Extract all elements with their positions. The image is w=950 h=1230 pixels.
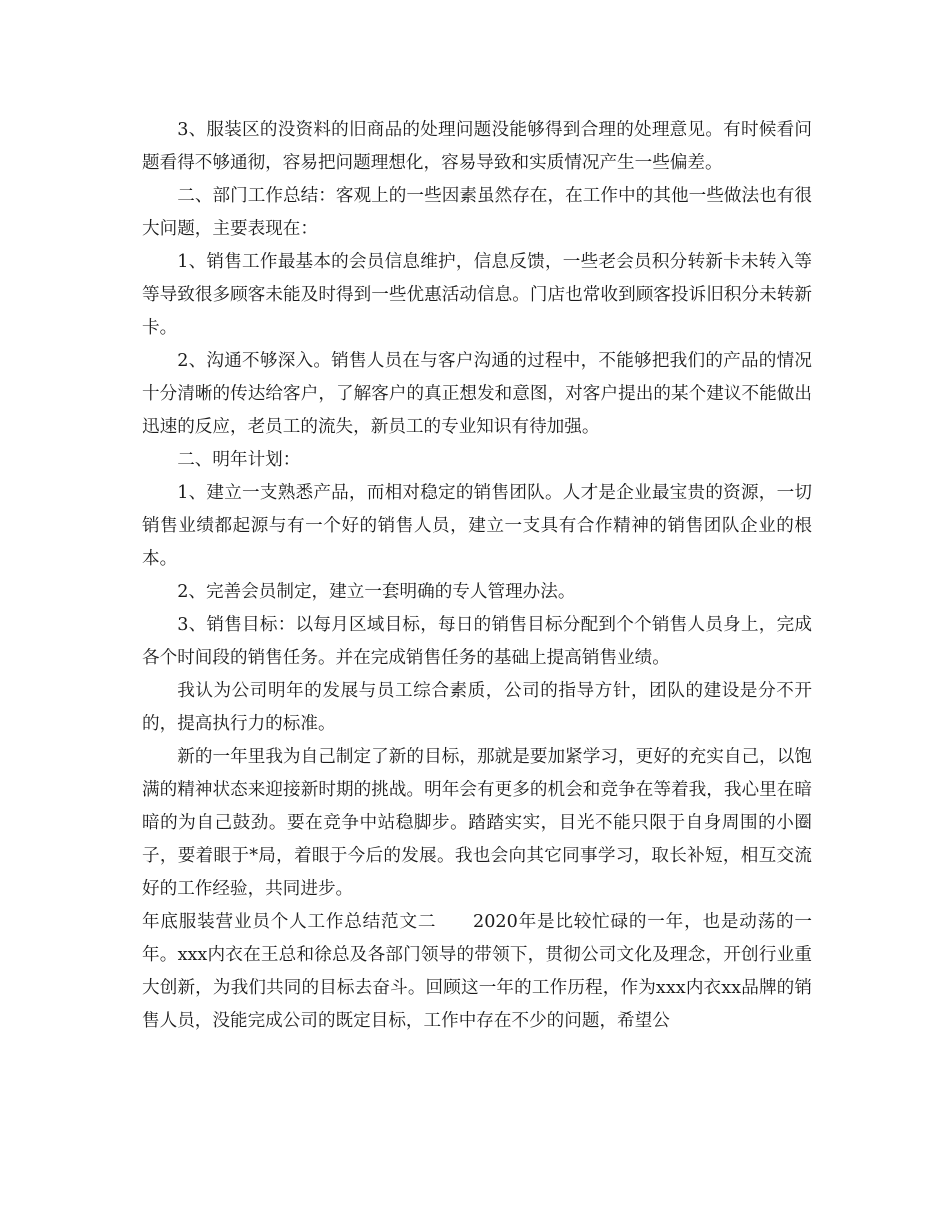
paragraph-new-year-goals: 新的一年里我为自己制定了新的目标，那就是要加紧学习，更好的充实自己，以饱满的精神状态来迎接新时期的挑战。明年会有更多的机会和竞争在等着我，我心里在暗暗的为自己鼓劲。要在竞争中站稳脚步。踏踏实实，目光不能只限于自身周围的小圈子，要着眼于*局，着眼于今后的发展。我也会向其它同事学习，取长补短，相互交流好的工作经验，共同进步。 — [142, 747, 812, 899]
document-page — [142, 114, 812, 1038]
paragraph-department-summary: 二、部门工作总结：客观上的一些因素虽然存在，在工作中的其他一些做法也有很大问题，主要表现在： — [142, 186, 812, 239]
paragraph-communication: 2、沟通不够深入。销售人员在与客户沟通的过程中，不能够把我们的产品的情况十分清晰的传达给客户，了解客户的真正想发和意图，对客户提出的某个建议不能做出迅速的反应，老员工的流失，新员工的专业知识有待加强。 — [142, 351, 812, 437]
paragraph-membership: 2、完善会员制定，建立一套明确的专人管理办法。 — [177, 582, 576, 602]
paragraph-sample-two: 年底服装营业员个人工作总结范文二 2020年是比较忙碌的一年，也是动荡的一年。xxx内衣在王总和徐总及各部门领导的带领下，贯彻公司文化及理念，开创行业重大创新，为我们共同的目标去奋斗。回顾这一年的工作历程，作为xxx内衣xx品牌的销售人员，没能完成公司的既定目标，工作中存在不少的问题，希望公 — [142, 912, 812, 1031]
paragraph-company-development: 我认为公司明年的发展与员工综合素质，公司的指导方针，团队的建设是分不开的，提高执行力的标准。 — [142, 681, 812, 734]
paragraph-next-year-heading: 二、明年计划： — [177, 450, 301, 470]
paragraph-leftover-goods: 3、服装区的没资料的旧商品的处理问题没能够得到合理的处理意见。有时候看问题看得不够通彻，容易把问题理想化，容易导致和实质情况产生一些偏差。 — [142, 120, 812, 173]
paragraph-member-info: 1、销售工作最基本的会员信息维护，信息反馈，一些老会员积分转新卡未转入等等导致很多顾客未能及时得到一些优惠活动信息。门店也常收到顾客投诉旧积分未转新卡。 — [142, 252, 812, 338]
paragraph-sales-team: 1、建立一支熟悉产品，而相对稳定的销售团队。人才是企业最宝贵的资源，一切销售业绩都起源与有一个好的销售人员，建立一支具有合作精神的销售团队企业的根本。 — [142, 483, 812, 569]
paragraph-sales-target: 3、销售目标：以每月区域目标，每日的销售目标分配到个个销售人员身上，完成各个时间段的销售任务。并在完成销售任务的基础上提高销售业绩。 — [142, 615, 812, 668]
